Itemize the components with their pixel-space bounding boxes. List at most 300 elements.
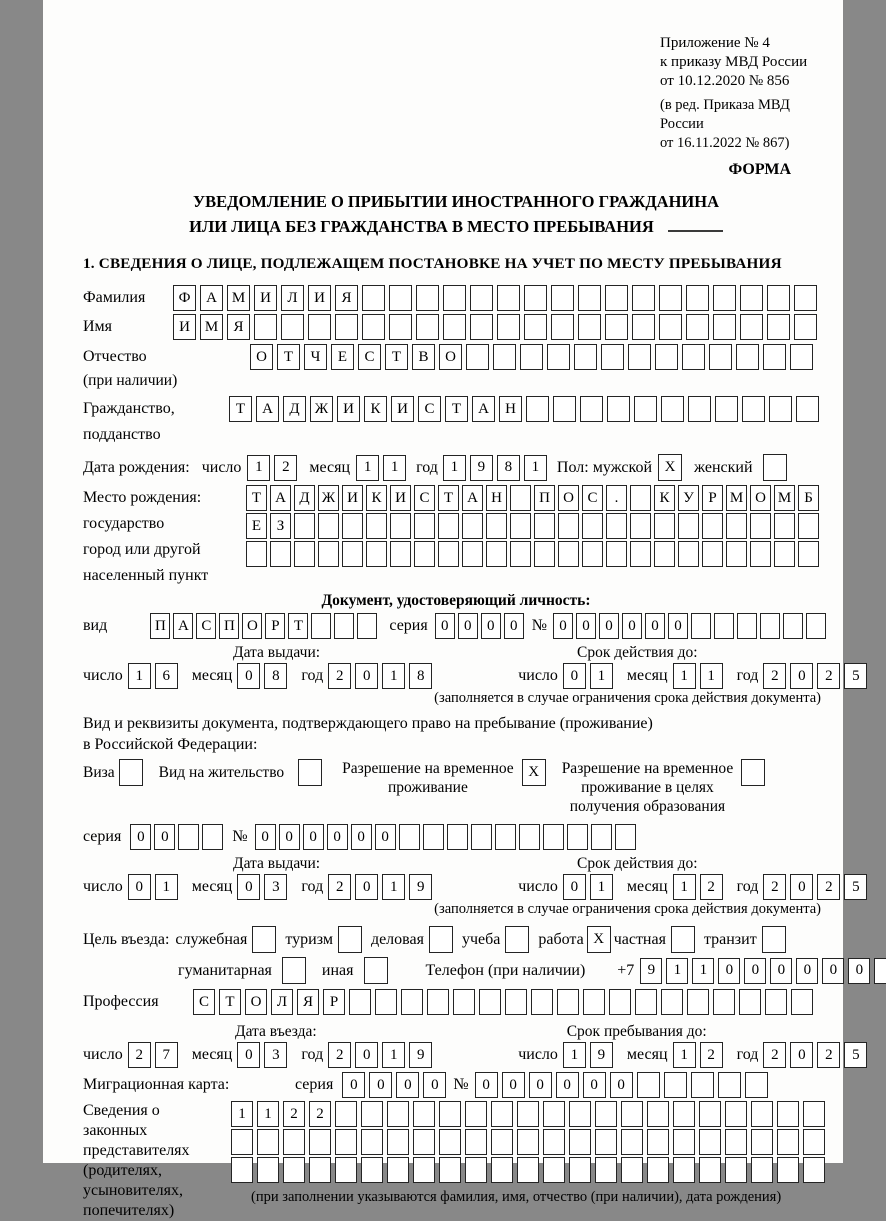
work-label: работа	[538, 930, 584, 948]
char-cell: Т	[219, 989, 241, 1015]
char-cell: В	[412, 344, 435, 370]
char-cell	[497, 314, 520, 340]
char-cell	[699, 1157, 721, 1183]
representatives-label-line: Сведения о	[83, 1102, 160, 1119]
year-label: год	[736, 878, 759, 895]
char-cell	[231, 1129, 253, 1155]
form-title-line1: УВЕДОМЛЕНИЕ О ПРИБЫТИИ ИНОСТРАННОГО ГРАЖДАНИНА	[192, 192, 720, 211]
representatives-label-line: попечителях)	[83, 1202, 175, 1219]
expiry-month-cells	[673, 874, 727, 900]
char-cell	[628, 344, 651, 370]
other-label: иная	[321, 961, 354, 979]
expiry-date-heading: Срок действия до:	[577, 644, 698, 661]
temp-residence-edu-line3: получения образования	[569, 798, 726, 815]
char-cell	[582, 541, 603, 567]
char-cell: И	[391, 396, 414, 422]
char-cell: 1	[443, 455, 466, 481]
char-cell	[439, 1157, 461, 1183]
revision-block	[660, 96, 829, 153]
char-cell	[709, 344, 732, 370]
char-cell	[231, 1157, 253, 1183]
char-cell	[443, 285, 466, 311]
char-cell	[583, 989, 605, 1015]
char-cell: 2	[763, 1042, 786, 1068]
issue-day-cells	[128, 874, 182, 900]
private-label: частная	[613, 930, 666, 948]
stay-until-date	[518, 1042, 871, 1068]
form-title-line2	[83, 214, 829, 239]
migration-series-cells	[342, 1072, 450, 1098]
char-cell	[699, 1129, 721, 1155]
birth-month-cells	[356, 455, 410, 481]
char-cell: О	[242, 613, 262, 639]
char-cell: 0	[502, 1072, 525, 1098]
tourism-checkbox	[338, 926, 362, 953]
char-cell	[569, 1101, 591, 1127]
revision-line: от 16.11.2022 № 867)	[660, 135, 790, 151]
official-checkbox	[252, 926, 276, 953]
identity-doc-date-headings	[83, 643, 829, 662]
temp-residence-edu-line2: проживание в целях	[581, 779, 714, 796]
purpose-option-private	[614, 926, 695, 953]
birth-place-label: Место рождения:	[83, 489, 202, 506]
char-cell	[654, 541, 675, 567]
purpose-option-transit	[704, 926, 786, 953]
char-cell: И	[337, 396, 360, 422]
purpose-label: Цель въезда:	[83, 930, 170, 948]
char-cell	[558, 541, 579, 567]
issue-month-cells	[237, 663, 291, 689]
char-cell	[615, 824, 636, 850]
char-cell	[318, 541, 339, 567]
char-cell	[361, 1101, 383, 1127]
char-cell: А	[256, 396, 279, 422]
appendix-line: от 10.12.2020 № 856	[660, 73, 790, 89]
char-cell: 0	[622, 613, 642, 639]
char-cell	[718, 1072, 741, 1098]
residence-options-row	[83, 759, 829, 816]
char-cell	[414, 541, 435, 567]
char-cell	[725, 1157, 747, 1183]
char-cell	[725, 1129, 747, 1155]
purpose-row2	[83, 957, 864, 984]
char-cell	[510, 541, 531, 567]
char-cell	[401, 989, 423, 1015]
char-cell: 1	[382, 874, 405, 900]
char-cell: Т	[246, 485, 267, 511]
char-cell	[726, 513, 747, 539]
char-cell	[751, 1129, 773, 1155]
char-cell	[715, 396, 738, 422]
char-cell	[634, 396, 657, 422]
expiry-year-cells	[763, 663, 871, 689]
residence-permit-checkbox	[298, 759, 322, 786]
visa-checkbox	[119, 759, 143, 786]
char-cell	[294, 541, 315, 567]
representatives-label-line: усыновителях,	[83, 1182, 183, 1199]
char-cell	[361, 1129, 383, 1155]
char-cell: С	[196, 613, 216, 639]
residence-permit-label: Вид на жительство	[158, 764, 285, 781]
char-cell	[763, 344, 786, 370]
char-cell	[517, 1129, 539, 1155]
char-cell: 1	[382, 663, 405, 689]
char-cell: С	[414, 485, 435, 511]
stay-year-cells	[763, 1042, 871, 1068]
residence-dates-row	[83, 874, 860, 900]
char-cell	[682, 344, 705, 370]
char-cell: Р	[265, 613, 285, 639]
char-cell	[806, 613, 826, 639]
char-cell: .	[606, 485, 627, 511]
char-cell	[691, 613, 711, 639]
doc-series-label: серия	[389, 617, 428, 634]
char-cell	[524, 314, 547, 340]
section1-heading: 1. СВЕДЕНИЯ О ЛИЦЕ, ПОДЛЕЖАЩЕМ ПОСТАНОВКЕ НА УЧЕТ ПО МЕСТУ ПРЕБЫВАНИЯ	[83, 255, 782, 272]
char-cell: О	[750, 485, 771, 511]
temp-residence-line1: Разрешение на временное	[342, 760, 514, 777]
char-cell: 0	[563, 663, 586, 689]
migration-card-row	[83, 1072, 829, 1098]
purpose-option-work	[538, 926, 610, 953]
char-cell: 0	[355, 874, 378, 900]
char-cell: 0	[369, 1072, 392, 1098]
char-cell: 1	[673, 1042, 696, 1068]
doc-number-label: №	[531, 617, 547, 634]
char-cell: О	[439, 344, 462, 370]
month-label: месяц	[191, 1046, 233, 1063]
char-cell: 1	[673, 874, 696, 900]
char-cell	[524, 285, 547, 311]
temp-residence-line2: проживание	[387, 779, 468, 796]
char-cell: Ж	[318, 485, 339, 511]
char-cell	[309, 1157, 331, 1183]
char-cell	[427, 989, 449, 1015]
char-cell	[582, 513, 603, 539]
char-cell: 0	[770, 958, 792, 984]
option-temp-residence-education	[562, 759, 766, 816]
char-cell	[621, 1101, 643, 1127]
char-cell: И	[254, 285, 277, 311]
birth-place-label-country: государство	[83, 515, 165, 532]
work-checkbox: X	[587, 926, 611, 953]
char-cell: 2	[283, 1101, 305, 1127]
char-cell	[543, 1129, 565, 1155]
char-cell	[413, 1129, 435, 1155]
char-cell: Т	[229, 396, 252, 422]
char-cell: О	[245, 989, 267, 1015]
char-cell	[366, 541, 387, 567]
residence-doc-note: (заполняется в случае ограничения срока действия документа)	[434, 901, 821, 917]
char-cell: 1	[155, 874, 178, 900]
char-cell: Р	[323, 989, 345, 1015]
char-cell: 0	[435, 613, 455, 639]
char-cell: И	[342, 485, 363, 511]
char-cell	[661, 396, 684, 422]
char-cell	[390, 541, 411, 567]
char-cell	[632, 314, 655, 340]
char-cell: 0	[458, 613, 478, 639]
char-cell: П	[534, 485, 555, 511]
char-cell	[574, 344, 597, 370]
migration-number-label: №	[453, 1076, 469, 1093]
char-cell: К	[364, 396, 387, 422]
char-cell	[750, 541, 771, 567]
char-cell: 0	[355, 1042, 378, 1068]
char-cell: А	[173, 613, 193, 639]
char-cell: 2	[328, 663, 351, 689]
char-cell	[318, 513, 339, 539]
char-cell	[294, 513, 315, 539]
char-cell: Ч	[304, 344, 327, 370]
char-cell	[387, 1101, 409, 1127]
appendix-block	[660, 34, 829, 91]
purpose-option-tourism	[285, 926, 362, 953]
birth-date-label: Дата рождения:	[83, 458, 190, 476]
char-cell: 0	[237, 874, 260, 900]
identity-doc-row	[83, 613, 829, 639]
residence-number-label: №	[232, 828, 248, 845]
char-cell	[798, 513, 819, 539]
char-cell: 6	[155, 663, 178, 689]
expiry-date-heading: Срок действия до:	[577, 855, 698, 872]
char-cell: У	[678, 485, 699, 511]
char-cell: 2	[700, 1042, 723, 1068]
profession-cells	[193, 989, 817, 1015]
char-cell	[389, 314, 412, 340]
char-cell: 0	[237, 1042, 260, 1068]
char-cell	[713, 314, 736, 340]
temp-residence-education-checkbox	[741, 759, 765, 786]
char-cell	[726, 541, 747, 567]
char-cell: Ф	[173, 285, 196, 311]
char-cell	[558, 513, 579, 539]
char-cell	[691, 1072, 714, 1098]
residence-series-label: серия	[83, 828, 122, 845]
purpose-option-other	[322, 957, 388, 984]
study-label: учеба	[461, 930, 501, 948]
char-cell: Л	[271, 989, 293, 1015]
char-cell	[630, 485, 651, 511]
char-cell: П	[150, 613, 170, 639]
char-cell	[673, 1101, 695, 1127]
year-label: год	[301, 1046, 324, 1063]
char-cell	[803, 1129, 825, 1155]
char-cell: 0	[790, 874, 813, 900]
char-cell: 1	[247, 455, 270, 481]
char-cell: 0	[796, 958, 818, 984]
char-cell	[777, 1129, 799, 1155]
char-cell	[595, 1101, 617, 1127]
char-cell: 1	[692, 958, 714, 984]
sex-female-label: женский	[694, 458, 753, 476]
purpose-option-study	[462, 926, 529, 953]
form-title-line2-text: ИЛИ ЛИЦА БЕЗ ГРАЖДАНСТВА В МЕСТО ПРЕБЫВАНИЯ	[189, 217, 654, 236]
char-cell	[413, 1157, 435, 1183]
visa-label: Виза	[83, 764, 115, 781]
char-cell: 0	[610, 1072, 633, 1098]
char-cell	[254, 314, 277, 340]
char-cell	[335, 1101, 357, 1127]
year-label: год	[736, 1046, 759, 1063]
char-cell: 0	[553, 613, 573, 639]
char-cell	[737, 613, 757, 639]
char-cell: 2	[700, 874, 723, 900]
sex-female-checkbox	[763, 454, 787, 481]
representatives-row3	[231, 1157, 829, 1183]
char-cell	[342, 541, 363, 567]
purpose-row	[83, 926, 829, 953]
char-cell: 0	[599, 613, 619, 639]
char-cell	[465, 1157, 487, 1183]
stay-month-cells	[673, 1042, 727, 1068]
char-cell: 1	[257, 1101, 279, 1127]
char-cell	[399, 824, 420, 850]
char-cell: Т	[438, 485, 459, 511]
representatives-footnote: (при заполнении указываются фамилия, имя, отчество (при наличии), дата рождения)	[251, 1189, 782, 1205]
char-cell: Е	[246, 513, 267, 539]
char-cell: 0	[576, 613, 596, 639]
revision-line: (в ред. Приказа МВД России	[660, 97, 790, 132]
char-cell: 0	[237, 663, 260, 689]
char-cell: 0	[668, 613, 688, 639]
stay-day-cells	[563, 1042, 617, 1068]
phone-prefix: +7	[617, 961, 635, 979]
char-cell: 0	[154, 824, 175, 850]
title-blank-underline	[668, 219, 723, 232]
birth-place-row1	[246, 485, 822, 511]
char-cell: 0	[718, 958, 740, 984]
char-cell	[390, 513, 411, 539]
representatives-label	[83, 1101, 231, 1221]
char-cell	[874, 958, 886, 984]
char-cell: И	[390, 485, 411, 511]
char-cell	[621, 1129, 643, 1155]
char-cell	[702, 541, 723, 567]
option-residence-permit	[159, 759, 323, 786]
char-cell	[569, 1157, 591, 1183]
char-cell	[362, 285, 385, 311]
name-cells	[173, 314, 821, 340]
month-label: месяц	[626, 1046, 668, 1063]
year-label: год	[736, 667, 759, 684]
option-temp-residence	[342, 759, 546, 797]
residence-series-cells	[130, 824, 226, 850]
char-cell: 2	[817, 663, 840, 689]
char-cell: П	[219, 613, 239, 639]
purpose-option-official	[175, 926, 276, 953]
char-cell	[740, 314, 763, 340]
char-cell	[647, 1157, 669, 1183]
char-cell	[606, 541, 627, 567]
char-cell	[334, 613, 354, 639]
transit-label: транзит	[703, 930, 757, 948]
humanitarian-label: гуманитарная	[178, 961, 272, 979]
doc-kind-cells	[150, 613, 380, 639]
other-checkbox	[364, 957, 388, 984]
birth-date-row	[83, 454, 829, 481]
residence-date-headings	[83, 854, 829, 873]
char-cell	[438, 541, 459, 567]
char-cell: 0	[475, 1072, 498, 1098]
profession-label: Профессия	[83, 993, 159, 1010]
char-cell	[423, 824, 444, 850]
birth-place-block	[83, 485, 829, 589]
entry-year-cells	[328, 1042, 436, 1068]
char-cell: 0	[556, 1072, 579, 1098]
char-cell	[439, 1129, 461, 1155]
birth-place-row2	[246, 513, 822, 539]
char-cell	[453, 989, 475, 1015]
char-cell: 8	[497, 455, 520, 481]
char-cell	[551, 285, 574, 311]
char-cell	[774, 513, 795, 539]
char-cell: 0	[303, 824, 324, 850]
char-cell	[520, 344, 543, 370]
char-cell: С	[582, 485, 603, 511]
representatives-row1	[231, 1101, 829, 1127]
char-cell	[531, 989, 553, 1015]
char-cell	[790, 344, 813, 370]
patronymic-cells	[250, 344, 817, 370]
issue-date-heading: Дата выдачи:	[233, 855, 321, 872]
char-cell: 1	[383, 455, 406, 481]
char-cell: А	[462, 485, 483, 511]
char-cell	[673, 1129, 695, 1155]
citizenship-cells	[229, 396, 823, 422]
citizenship-label-line1: Гражданство,	[83, 400, 175, 417]
char-cell: 0	[822, 958, 844, 984]
char-cell	[655, 344, 678, 370]
year-label: год	[416, 458, 438, 476]
char-cell	[257, 1129, 279, 1155]
expiry-year-cells	[763, 874, 871, 900]
char-cell: 3	[264, 874, 287, 900]
char-cell: 1	[590, 874, 613, 900]
char-cell: 5	[844, 663, 867, 689]
char-cell	[632, 285, 655, 311]
birth-place-labels	[83, 485, 246, 589]
surname-label: Фамилия	[83, 289, 146, 306]
char-cell: 0	[128, 874, 151, 900]
migration-number-cells	[475, 1072, 772, 1098]
char-cell: З	[270, 513, 291, 539]
char-cell: А	[270, 485, 291, 511]
char-cell: 1	[231, 1101, 253, 1127]
char-cell: 9	[640, 958, 662, 984]
identity-doc-dates-row	[83, 663, 860, 689]
issue-month-cells	[237, 874, 291, 900]
char-cell	[526, 396, 549, 422]
expiry-day-cells	[563, 663, 617, 689]
residence-expiry-date	[518, 874, 871, 900]
char-cell	[308, 314, 331, 340]
birth-year-cells	[443, 455, 551, 481]
char-cell: 2	[817, 874, 840, 900]
char-cell: Е	[331, 344, 354, 370]
transit-checkbox	[762, 926, 786, 953]
char-cell	[470, 285, 493, 311]
char-cell	[595, 1129, 617, 1155]
char-cell	[713, 989, 735, 1015]
residence-intro-line2: в Российской Федерации:	[83, 736, 258, 753]
char-cell	[479, 989, 501, 1015]
char-cell	[767, 285, 790, 311]
char-cell: М	[200, 314, 223, 340]
char-cell	[375, 989, 397, 1015]
char-cell	[630, 513, 651, 539]
identity-doc-heading: Документ, удостоверяющий личность:	[321, 592, 591, 609]
